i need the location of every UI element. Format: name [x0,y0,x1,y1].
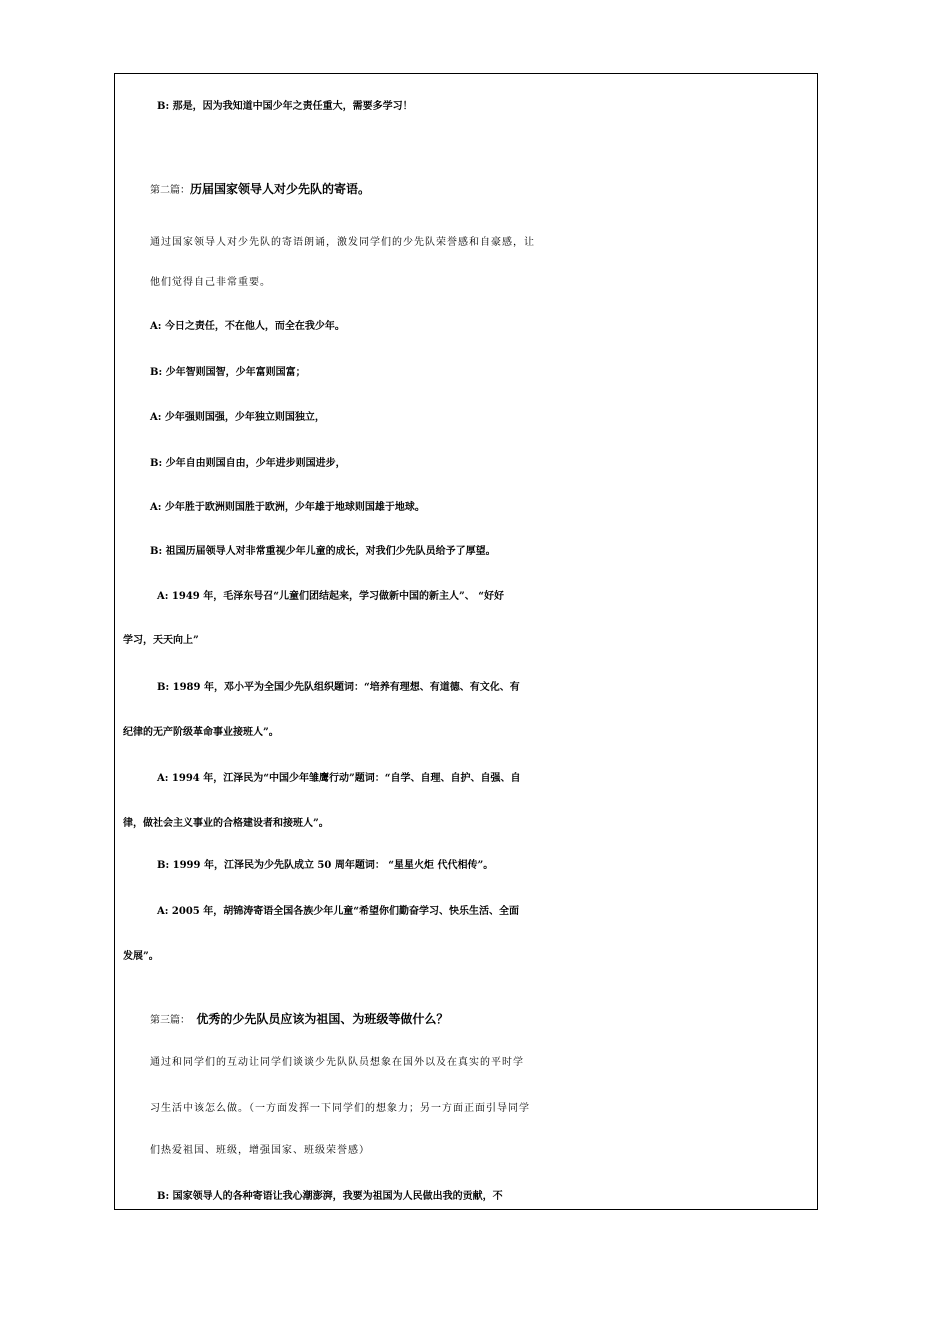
dialogue-line: A: 1994 年，江泽民为“中国少年雏鹰行动”题词：“自学、自理、自护、自强、自 [157,773,521,784]
dialogue-line: B: 国家领导人的各种寄语让我心潮澎湃，我要为祖国为人民做出我的贡献，不 [157,1191,503,1202]
document-table-cell [114,73,818,1210]
dialogue-line: A: 少年胜于欧洲则国胜于欧洲，少年雄于地球则国雄于地球。 [150,502,425,513]
dialogue-line: A: 今日之责任，不在他人，而全在我少年。 [150,321,345,332]
dialogue-line: A: 1949 年，毛泽东号召“儿童们团结起来，学习做新中国的新主人”、 “好好 [157,591,504,602]
section-label: 第二篇： [150,185,190,196]
section-heading [115,1008,817,1032]
dialogue-line: 发展”。 [123,951,159,962]
dialogue-line: 律，做社会主义事业的合格建设者和接班人”。 [123,818,329,829]
dialogue-line: 纪律的无产阶级革命事业接班人”。 [123,727,279,738]
paragraph-line: 通过和同学们的互动让同学们谈谈少先队队员想象在国外以及在真实的平时学 [150,1057,524,1068]
dialogue-line: A: 少年强则国强，少年独立则国独立， [150,412,325,423]
dialogue-line: B: 少年自由则国自由，少年进步则国进步， [150,458,346,469]
dialogue-line: B: 少年智则国智，少年富则国富； [150,367,306,378]
section-label: 第三篇： [150,1015,190,1026]
paragraph-line: 他们觉得自己非常重要。 [150,277,271,288]
section-title: 历届国家领导人对少先队的寄语。 [190,182,371,196]
dialogue-line: B: 1999 年，江泽民为少先队成立 50 周年题词： “星星火炬 代代相传”。 [157,860,494,871]
paragraph-line: 通过国家领导人对少先队的寄语朗诵，激发同学们的少先队荣誉感和自豪感，让 [150,237,535,248]
dialogue-line: B: 祖国历届领导人对非常重视少年儿童的成长，对我们少先队员给予了厚望。 [150,546,496,557]
dialogue-line: A: 2005 年，胡锦涛寄语全国各族少年儿童“希望你们勤奋学习、快乐生活、全面 [157,906,519,917]
dialogue-line: 学习，天天向上” [123,635,199,646]
dialogue-line: B: 那是，因为我知道中国少年之责任重大，需要多学习！ [157,101,413,112]
section-heading [115,178,817,202]
dialogue-line: B: 1989 年，邓小平为全国少先队组织题词：“培养有理想、有道德、有文化、有 [157,682,520,693]
paragraph-line: 习生活中该怎么做。（一方面发挥一下同学们的想象力；另一方面正面引导同学 [150,1103,530,1114]
paragraph-line: 们热爱祖国、班级，增强国家、班级荣誉感） [150,1145,370,1156]
section-title: 优秀的少先队员应该为祖国、为班级等做什么？ [196,1012,449,1026]
